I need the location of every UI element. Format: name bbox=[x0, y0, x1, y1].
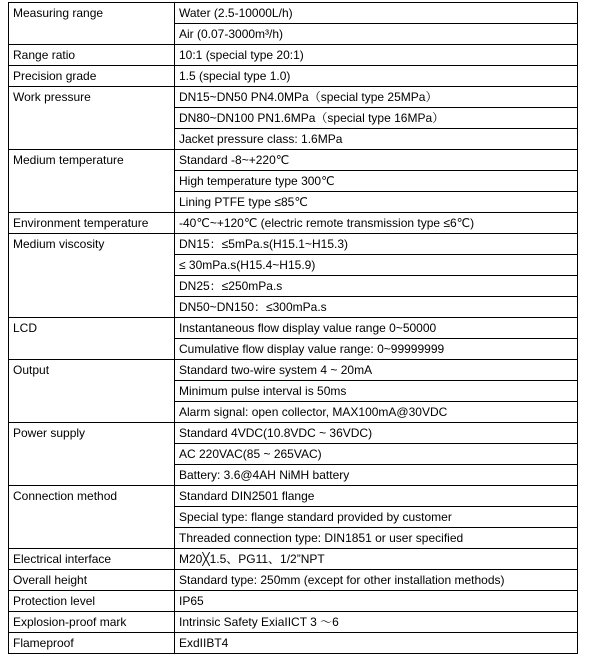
specification-table bbox=[8, 2, 578, 654]
parameter-value-cell: Battery: 3.6@4AH NiMH battery bbox=[175, 465, 578, 486]
parameter-value-cell: ExdIIBT4 bbox=[175, 633, 578, 654]
parameter-value-cell: 1.5 (special type 1.0) bbox=[175, 66, 578, 87]
parameter-value-cell: Air (0.07-3000m³/h) bbox=[175, 24, 578, 45]
table-row bbox=[9, 213, 578, 234]
parameter-value-cell: Jacket pressure class: 1.6MPa bbox=[175, 129, 578, 150]
parameter-name-cell: Power supply bbox=[9, 423, 175, 486]
table-row bbox=[9, 45, 578, 66]
table-row bbox=[9, 150, 578, 171]
table-row bbox=[9, 234, 578, 255]
parameter-name-cell: Explosion-proof mark bbox=[9, 612, 175, 633]
parameter-value-cell: Standard type: 250mm (except for other installation methods) bbox=[175, 570, 578, 591]
parameter-value-cell: Threaded connection type: DIN1851 or user specified bbox=[175, 528, 578, 549]
parameter-name-cell: Protection level bbox=[9, 591, 175, 612]
parameter-value-cell: DN50~DN150：≤300mPa.s bbox=[175, 297, 578, 318]
parameter-name-cell: LCD bbox=[9, 318, 175, 360]
parameter-value-cell: Water (2.5-10000L/h) bbox=[175, 3, 578, 24]
table-row bbox=[9, 549, 578, 570]
parameter-value-cell: Standard -8~+220℃ bbox=[175, 150, 578, 171]
parameter-value-cell: IP65 bbox=[175, 591, 578, 612]
parameter-name-cell: Work pressure bbox=[9, 87, 175, 150]
parameter-name-cell: Connection method bbox=[9, 486, 175, 549]
parameter-value-cell: ≤ 30mPa.s(H15.4~H15.9) bbox=[175, 255, 578, 276]
parameter-value-cell: High temperature type 300℃ bbox=[175, 171, 578, 192]
parameter-value-cell: DN80~DN100 PN1.6MPa（special type 16MPa） bbox=[175, 108, 578, 129]
parameter-name-cell: Precision grade bbox=[9, 66, 175, 87]
parameter-name-cell: Overall height bbox=[9, 570, 175, 591]
parameter-name-cell: Medium temperature bbox=[9, 150, 175, 213]
parameter-value-cell: DN15~DN50 PN4.0MPa（special type 25MPa） bbox=[175, 87, 578, 108]
parameter-name-cell: Output bbox=[9, 360, 175, 423]
parameter-value-cell: Standard DIN2501 flange bbox=[175, 486, 578, 507]
parameter-value-cell: Standard 4VDC(10.8VDC ~ 36VDC) bbox=[175, 423, 578, 444]
parameter-value-cell: Lining PTFE type ≤85℃ bbox=[175, 192, 578, 213]
table-row bbox=[9, 633, 578, 654]
table-row bbox=[9, 66, 578, 87]
parameter-value-cell: -40℃~+120℃ (electric remote transmission type ≤6℃) bbox=[175, 213, 578, 234]
parameter-value-cell: 10:1 (special type 20:1) bbox=[175, 45, 578, 66]
table-row bbox=[9, 612, 578, 633]
parameter-name-cell: Medium viscosity bbox=[9, 234, 175, 318]
table-row bbox=[9, 570, 578, 591]
table-row bbox=[9, 591, 578, 612]
parameter-value-cell: DN25：≤250mPa.s bbox=[175, 276, 578, 297]
table-row bbox=[9, 87, 578, 108]
parameter-value-cell: Minimum pulse interval is 50ms bbox=[175, 381, 578, 402]
parameter-name-cell: Flameproof bbox=[9, 633, 175, 654]
parameter-value-cell: Standard two-wire system 4 ~ 20mA bbox=[175, 360, 578, 381]
table-row bbox=[9, 3, 578, 24]
parameter-value-cell: M20╳1.5、PG11、1/2”NPT bbox=[175, 549, 578, 570]
parameter-value-cell: Instantaneous flow display value range 0~50000 bbox=[175, 318, 578, 339]
table-row bbox=[9, 423, 578, 444]
parameter-value-cell: Alarm signal: open collector, MAX100mA@30VDC bbox=[175, 402, 578, 423]
parameter-name-cell: Measuring range bbox=[9, 3, 175, 45]
parameter-value-cell: AC 220VAC(85 ~ 265VAC) bbox=[175, 444, 578, 465]
parameter-name-cell: Environment temperature bbox=[9, 213, 175, 234]
parameter-value-cell: Cumulative flow display value range: 0~99999999 bbox=[175, 339, 578, 360]
table-row bbox=[9, 360, 578, 381]
parameter-value-cell: DN15：≤5mPa.s(H15.1~H15.3) bbox=[175, 234, 578, 255]
parameter-value-cell: Intrinsic Safety ExiaIICT 3 ～6 bbox=[175, 612, 578, 633]
specification-table-body bbox=[9, 3, 578, 654]
parameter-value-cell: Special type: flange standard provided by customer bbox=[175, 507, 578, 528]
parameter-name-cell: Range ratio bbox=[9, 45, 175, 66]
table-row bbox=[9, 318, 578, 339]
table-row bbox=[9, 486, 578, 507]
parameter-name-cell: Electrical interface bbox=[9, 549, 175, 570]
